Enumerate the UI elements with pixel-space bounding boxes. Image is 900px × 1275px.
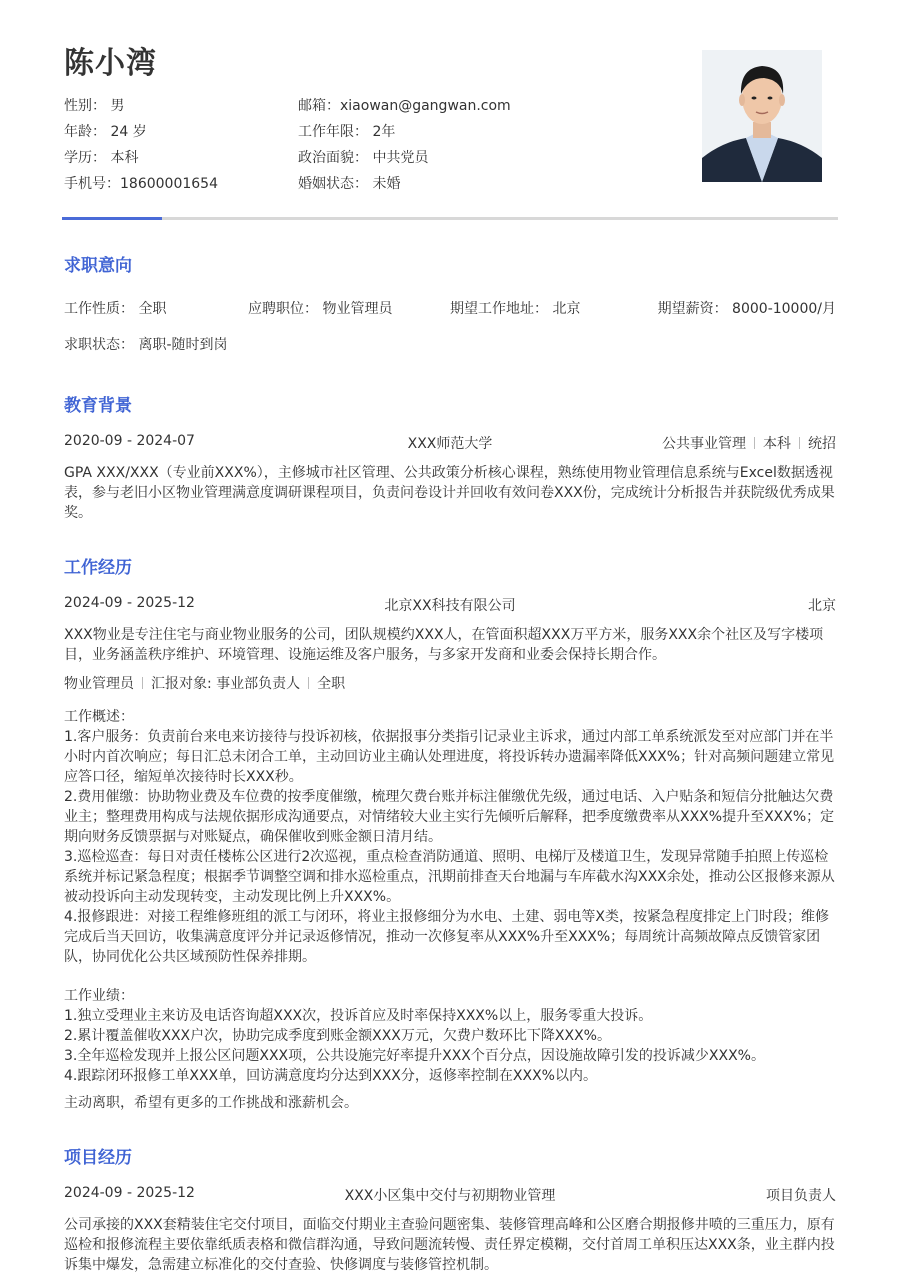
section-title-education: 教育背景 bbox=[64, 396, 132, 416]
email: 邮箱：xiaowan@gangwan.com bbox=[298, 98, 511, 114]
work-overview-line: 期向财务反馈票据与对账疑点，确保催收到账金额日清月结。 bbox=[64, 829, 442, 845]
job-type: 工作性质： 全职 bbox=[64, 301, 167, 317]
work-result-line: 3.全年巡检发现并上报公区问题XXX项，公共设施完好率提升XXX个百分点，因设施故障引发的投诉减少XXX%。 bbox=[64, 1048, 765, 1064]
work-city: 北京 bbox=[808, 598, 836, 614]
project-desc-line: 巡检和报修流程主要依靠纸质表格和微信群沟通，导致问题流转慢、责任界定模糊，交付首周工单积压达XXX条，业主群内投 bbox=[64, 1237, 835, 1253]
profile-photo bbox=[702, 50, 822, 182]
project-header bbox=[64, 1185, 836, 1205]
work-overview-line: 队，协同优化公共区域预防性保养排期。 bbox=[64, 949, 316, 965]
political-status: 政治面貌： 中共党员 bbox=[298, 150, 429, 166]
work-date: 2024-09 - 2025-12 bbox=[64, 595, 195, 611]
phone: 手机号：18600001654 bbox=[64, 176, 218, 192]
job-status: 求职状态： 离职-随时到岗 bbox=[64, 337, 228, 353]
project-description bbox=[64, 1215, 836, 1275]
education-description bbox=[64, 463, 836, 523]
expected-salary: 期望薪资： 8000-10000/月 bbox=[657, 301, 836, 317]
work-intro-line: XXX物业是专注住宅与商业物业服务的公司，团队规模约XXX人，在管面积超XXX万平方米，服务XXX余个社区及写字楼项 bbox=[64, 627, 824, 643]
education-school: XXX师范大学 bbox=[407, 436, 493, 452]
work-results-title: 工作业绩： bbox=[64, 988, 134, 1004]
education-desc-line: GPA XXX/XXX（专业前XXX%），主修城市社区管理、公共政策分析核心课程，熟练使用物业管理信息系统与Excel数据透视 bbox=[64, 465, 833, 481]
work-company-intro bbox=[64, 625, 836, 665]
education-degree: 本科 bbox=[763, 436, 791, 452]
education-tags bbox=[662, 433, 836, 453]
education-enrollment: 统招 bbox=[808, 436, 836, 452]
work-employment-type: 全职 bbox=[317, 676, 346, 692]
candidate-name: 陈小湾 bbox=[64, 46, 157, 81]
work-overview-line: 3.巡检巡查：每日对责任楼栋公区进行2次巡视，重点检查消防通道、照明、电梯厅及楼道卫生，发现异常随手拍照上传巡检 bbox=[64, 849, 829, 865]
work-overview-line: 业主；整理费用构成与法规依据形成沟通要点，对情绪较大业主实行先倾听后解释，把季度缴费率从XXX%提升至XXX%；定 bbox=[64, 809, 835, 825]
work-overview-line: 完成后当天回访，收集满意度评分并记录返修情况，推动一次修复率从XXX%升至XXX%；每周统计高频故障点反馈管家团 bbox=[64, 929, 821, 945]
tag-separator bbox=[799, 437, 800, 449]
education-date: 2020-09 - 2024-07 bbox=[64, 433, 195, 449]
work-overview-line: 2.费用催缴：协助物业费及车位费的按季度催缴，梳理欠费台账并标注催缴优先级，通过电话、入户贴条和短信分批触达欠费 bbox=[64, 789, 834, 805]
education-desc-line: 表，参与老旧小区物业管理满意度调研课程项目，负责问卷设计并回收有效问卷XXX份，完成统计分析报告并获院级优秀成果 bbox=[64, 485, 835, 501]
target-location: 期望工作地址： 北京 bbox=[450, 301, 581, 317]
work-overview-line: 被动投诉向主动发现转变，主动发现比例上升XXX%。 bbox=[64, 889, 401, 905]
project-name: XXX小区集中交付与初期物业管理 bbox=[344, 1188, 556, 1204]
section-title-project: 项目经历 bbox=[64, 1148, 132, 1168]
gender: 性别： 男 bbox=[64, 98, 125, 114]
work-overview-line: 4.报修跟进：对接工程维修班组的派工与闭环，将业主报修细分为水电、土建、弱电等X类，按紧急程度排定上门时段；维修 bbox=[64, 909, 829, 925]
work-results bbox=[64, 986, 836, 1086]
education-major: 公共事业管理 bbox=[662, 436, 746, 452]
work-overview bbox=[64, 707, 836, 967]
work-overview-line: 应答口径，缩短单次接待时长XXX秒。 bbox=[64, 769, 303, 785]
degree: 学历： 本科 bbox=[64, 150, 139, 166]
tag-separator bbox=[308, 677, 309, 689]
work-intro-line: 目，业务涵盖秩序维护、环境管理、设施运维及客户服务，与多家开发商和业委会保持长期合作。 bbox=[64, 647, 666, 663]
work-result-line: 2.累计覆盖催收XXX户次，协助完成季度到账金额XXX万元，欠费户数环比下降XXX%。 bbox=[64, 1028, 611, 1044]
work-header bbox=[64, 595, 836, 615]
work-overview-title: 工作概述： bbox=[64, 709, 134, 725]
section-title-intention: 求职意向 bbox=[64, 256, 132, 276]
education-desc-line: 奖。 bbox=[64, 505, 92, 521]
work-years: 工作年限： 2年 bbox=[298, 124, 396, 140]
work-position: 物业管理员 bbox=[64, 676, 134, 692]
project-desc-line: 诉集中爆发，急需建立标准化的交付查验、快修调度与装修管控机制。 bbox=[64, 1257, 498, 1273]
work-report-to: 汇报对象: 事业部负责人 bbox=[151, 676, 301, 692]
header-divider-accent bbox=[62, 217, 162, 220]
work-tags bbox=[64, 673, 345, 693]
section-title-work: 工作经历 bbox=[64, 558, 132, 578]
work-result-line: 4.跟踪闭环报修工单XXX单，回访满意度均分达到XXX分，返修率控制在XXX%以内。 bbox=[64, 1068, 597, 1084]
project-date: 2024-09 - 2025-12 bbox=[64, 1185, 195, 1201]
tag-separator bbox=[754, 437, 755, 449]
work-overview-line: 小时内首次响应；每日汇总未闭合工单，主动回访业主确认处理进度，将投诉转办遗漏率降低XXX%；针对高频问题建立常见 bbox=[64, 749, 835, 765]
work-leave-reason: 主动离职，希望有更多的工作挑战和涨薪机会。 bbox=[64, 1095, 358, 1111]
target-position: 应聘职位： 物业管理员 bbox=[248, 301, 393, 317]
header-divider bbox=[62, 217, 838, 220]
education-header bbox=[64, 433, 836, 453]
work-result-line: 1.独立受理业主来访及电话咨询超XXX次，投诉首应及时率保持XXX%以上，服务零重大投诉。 bbox=[64, 1008, 653, 1024]
tag-separator bbox=[142, 677, 143, 689]
work-company: 北京XX科技有限公司 bbox=[384, 598, 516, 614]
project-desc-line: 公司承接的XXX套精装住宅交付项目，面临交付期业主查验问题密集、装修管理高峰和公区磨合期报修井喷的三重压力，原有 bbox=[64, 1217, 835, 1233]
marital-status: 婚姻状态： 未婚 bbox=[298, 176, 401, 192]
project-role: 项目负责人 bbox=[766, 1188, 836, 1204]
age: 年龄： 24 岁 bbox=[64, 124, 147, 140]
work-overview-line: 1.客户服务：负责前台来电来访接待与投诉初核，依据报事分类指引记录业主诉求，通过内部工单系统派发至对应部门并在半 bbox=[64, 729, 834, 745]
work-overview-line: 系统并标记紧急程度；根据季节调整空调和排水巡检重点，汛期前排查天台地漏与车库截水沟XXX余处，推动公区报修来源从 bbox=[64, 869, 835, 885]
